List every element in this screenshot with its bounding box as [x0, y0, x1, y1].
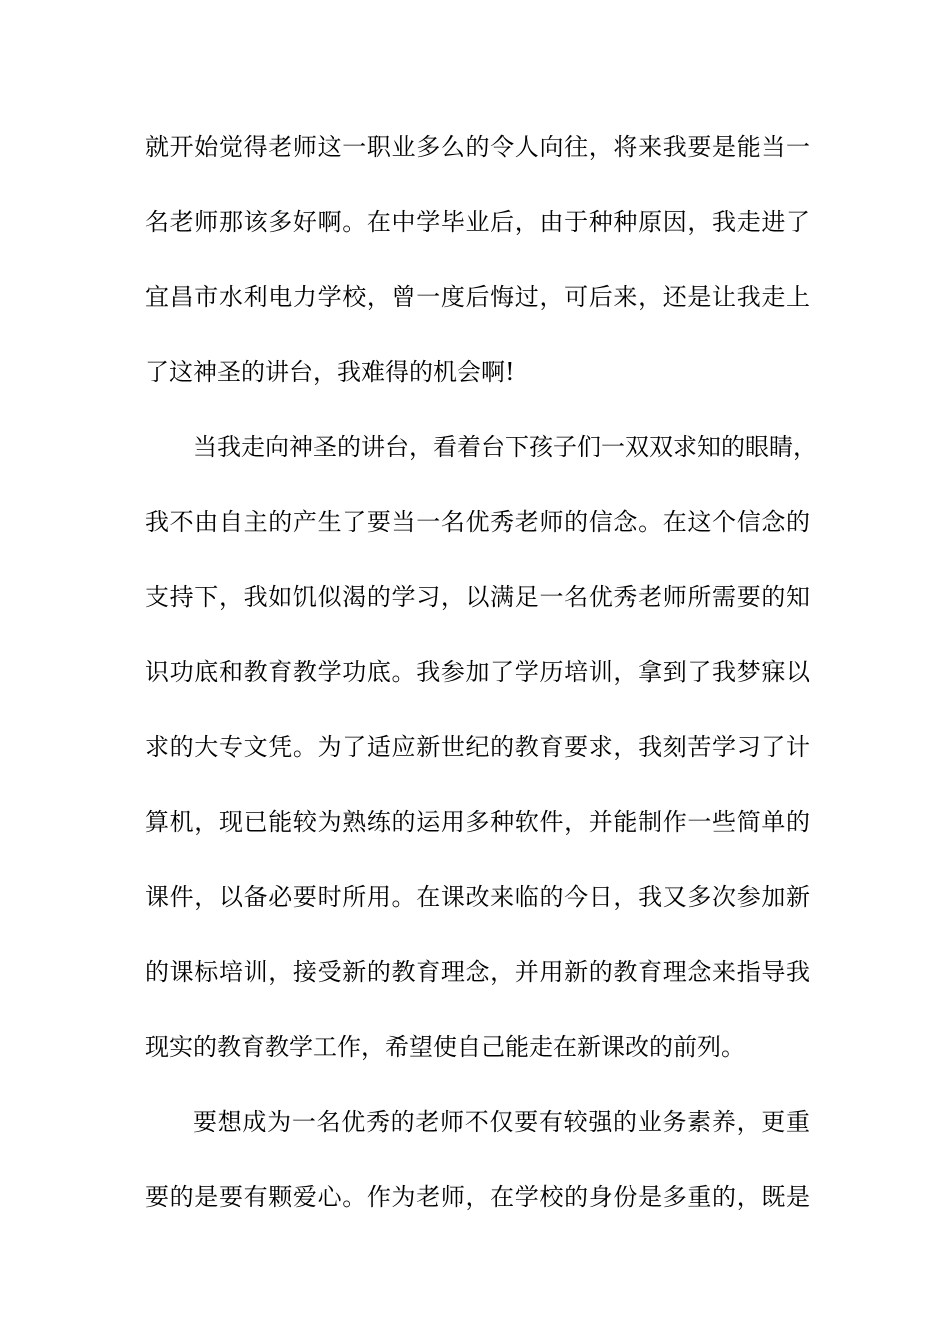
text-line: 要的是要有颗爱心。作为老师，在学校的身份是多重的，既是	[145, 1183, 810, 1211]
text-line: 算机，现已能较为熟练的运用多种软件，并能制作一些简单的	[145, 808, 810, 836]
text-line: 要想成为一名优秀的老师不仅要有较强的业务素养，更重	[193, 1108, 810, 1136]
text-line: 识功底和教育教学功底。我参加了学历培训，拿到了我梦寐以	[145, 658, 810, 686]
text-line: 求的大专文凭。为了适应新世纪的教育要求，我刻苦学习了计	[145, 733, 810, 761]
body-text	[145, 127, 817, 1252]
text-line: 支持下，我如饥似渴的学习，以满足一名优秀老师所需要的知	[145, 583, 810, 611]
text-line: 名老师那该多好啊。在中学毕业后，由于种种原因，我走进了	[145, 208, 810, 236]
text-line: 的课标培训，接受新的教育理念，并用新的教育理念来指导我	[145, 958, 810, 986]
text-line: 就开始觉得老师这一职业多么的令人向往，将来我要是能当一	[145, 133, 810, 161]
text-line: 了这神圣的讲台，我难得的机会啊!	[145, 358, 515, 386]
text-line: 宜昌市水利电力学校，曾一度后悔过，可后来，还是让我走上	[145, 283, 810, 311]
text-line: 课件，以备必要时所用。在课改来临的今日，我又多次参加新	[145, 883, 810, 911]
text-line: 我不由自主的产生了要当一名优秀老师的信念。在这个信念的	[145, 508, 810, 536]
text-line: 现实的教育教学工作，希望使自己能走在新课改的前列。	[145, 1033, 745, 1061]
text-line: 当我走向神圣的讲台，看着台下孩子们一双双求知的眼睛，	[193, 433, 817, 461]
